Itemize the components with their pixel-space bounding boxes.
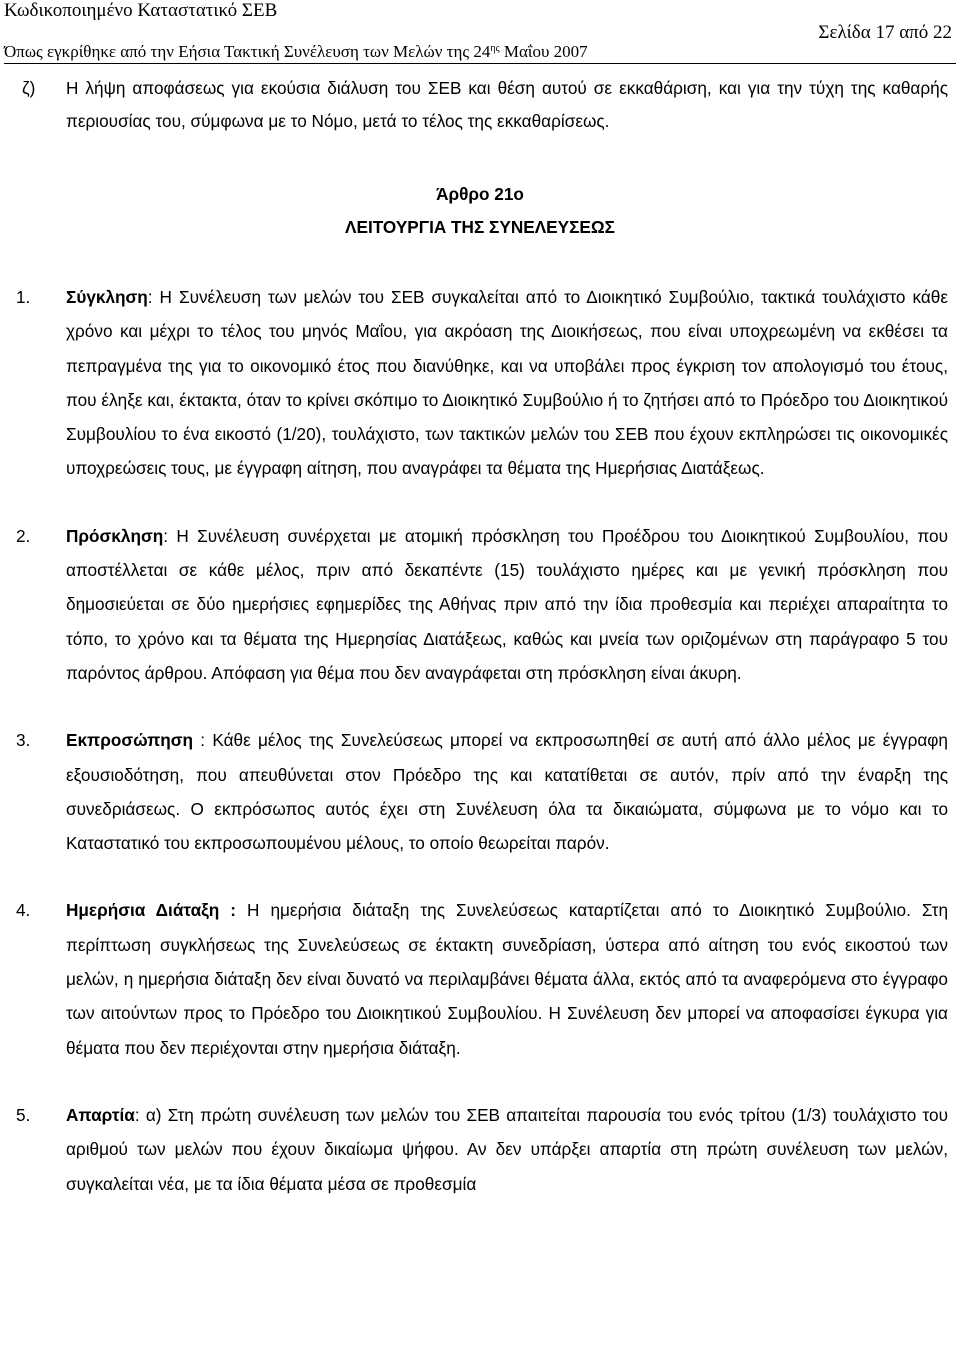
- subtitle-after: Μαΐου 2007: [499, 42, 588, 61]
- paragraph-heading: Εκπροσώπηση: [66, 730, 194, 751]
- article-number: Άρθρο 21ο: [436, 184, 524, 204]
- intro-text: Η λήψη αποφάσεως για εκούσια διάλυση του ΣΕΒ και θέση αυτού σε εκκαθάριση, και για την τύχη της καθαρής περιουσίας του, σύμφωνα με το Νόμο, μετά το τέλος της εκκαθαρίσεως.: [66, 78, 948, 131]
- paragraph-heading: Πρόσκληση: [66, 525, 164, 546]
- intro-mark: ζ): [22, 78, 36, 98]
- page-header: [0, 0, 960, 62]
- paragraph-text: : Η Συνέλευση συνέρχεται με ατομική πρόσκληση του Προέδρου του Διοικητικού Συμβουλίου, που αποστέλλεται σε κάθε μέλος, πριν από δεκαπέντε (15) τουλάχιστο ημέρες και με γενική πρόσκληση που δημοσιεύεται σε δύο ημερήσιες εφημερίδες της Αθήνας πριν από την ίδια προθεσμία και περιέχει απαραίτητα το τόπο, το χρόνο και τα θέματα της Ημερησίας Διατάξεως, καθώς και μνεία των οριζομένων στη παράγραφο 5 του παρόντος άρθρου. Απόφαση για θέμα που δεν αναγράφεται στη πρόσκληση είναι άκυρη.: [66, 525, 948, 683]
- header-divider: [4, 63, 956, 64]
- paragraph-number: 3.: [16, 730, 31, 751]
- paragraph-text: : Κάθε μέλος της Συνελεύσεως μπορεί να εκπροσωπηθεί σε αυτή από άλλο μέλος με έγγραφη εξουσιοδότηση, που απευθύνεται στον Πρόεδρο της και κατατίθεται σε αυτόν, πρίν από την έναρξη της συνεδριάσεως. Ο εκπρόσωπος αυτός έχει στη Συνέλευση όλα τα δικαιώματα, σύμφωνα με το νόμο και το Καταστατικό του εκπροσωπουμένου μέλους, το οποίο θεωρείται παρόν.: [66, 730, 948, 854]
- document-body: [0, 72, 960, 1201]
- paragraph-number: 1.: [16, 287, 31, 307]
- paragraph-text: : Η Συνέλευση των μελών του ΣΕΒ συγκαλείται από το Διοικητικό Συμβούλιο, τακτικά τουλάχιστο κάθε χρόνο και μέχρι το τέλος του μηνός Μαΐου, για ακρόαση της Διοικήσεως, που είναι υποχρεωμένη να εκθέσει τα πεπραγμένα της για το οικονομικό έτος που διανύθηκε, και να υποβάλει προς έγκριση τον απολογισμό του έτους, που έληξε και, έκτακτα, όταν το κρίνει σκόπιμο το Διοικητικό Συμβούλιο ή το ζητήσει από το Πρόεδρο του Διοικητικού Συμβουλίου το ένα εικοστό (1/20), τουλάχιστο, των τακτικών μελών του ΣΕΒ που έχουν εκπληρώσει τις οικονομικές υποχρεώσεις τους, με έγγραφη αίτηση, που αναγράφει τα θέματα της Ημερήσιας Διατάξεως.: [66, 287, 948, 479]
- paragraph-number: 4.: [16, 900, 31, 921]
- article-title: ΛΕΙΤΟΥΡΓΙΑ ΤΗΣ ΣΥΝΕΛΕΥΣΕΩΣ: [345, 217, 615, 237]
- document-title: Κωδικοποιημένο Καταστατικό ΣΕΒ: [4, 0, 278, 21]
- page-number: Σελίδα 17 από 22: [818, 22, 952, 43]
- intro-paragraph: [22, 72, 948, 138]
- paragraph-5: [16, 1098, 948, 1201]
- paragraph-text: : α) Στη πρώτη συνέλευση των μελών του ΣΕΒ απαιτείται παρουσία του ενός τρίτου (1/3) τουλάχιστο του αριθμού των μελών που έχουν δικαίωμα ψήφου. Αν δεν υπάρξει απαρτία στη πρώτη συνέλευση των μελών, συγκαλείται νέα, με τα ίδια θέματα μέσα σε προθεσμία: [66, 1104, 948, 1194]
- subtitle-before: Όπως εγκρίθηκε από την Εήσια Τακτική Συνέλευση των Μελών της 24: [4, 42, 491, 61]
- paragraph-number: 2.: [16, 525, 31, 546]
- paragraph-1: [16, 280, 948, 486]
- paragraph-heading: Απαρτία: [66, 1104, 135, 1125]
- paragraph-number: 5.: [16, 1104, 31, 1125]
- paragraph-text: Η ημερήσια διάταξη της Συνελεύσεως καταρτίζεται από το Διοικητικό Συμβούλιο. Στη περίπτωση συγκλήσεως της Συνελεύσεως σε έκτακτη συνεδρίαση, ύστερα από αίτηση του ενός εικοστού των μελών, η ημερήσια διάταξη δεν είναι δυνατό να περιλαμβάνει θέματα άλλα, εκτός από τα αναφερόμενα στο έγγραφο των αιτούντων προς το Πρόεδρο του Διοικητικού Συμβουλίου. Η Συνέλευση δεν μπορεί να αποφασίσει έγκυρα για θέματα που δεν περιέχονται στην ημερήσια διάταξη.: [66, 900, 949, 1058]
- paragraph-3: [16, 723, 948, 860]
- document-subtitle: [4, 42, 588, 62]
- paragraph-2: [16, 519, 948, 690]
- paragraph-heading: Σύγκληση: [66, 287, 148, 307]
- paragraph-4: [16, 893, 949, 1064]
- subtitle-sup: ης: [490, 43, 500, 54]
- paragraph-heading: Ημερήσια Διάταξη :: [66, 900, 237, 921]
